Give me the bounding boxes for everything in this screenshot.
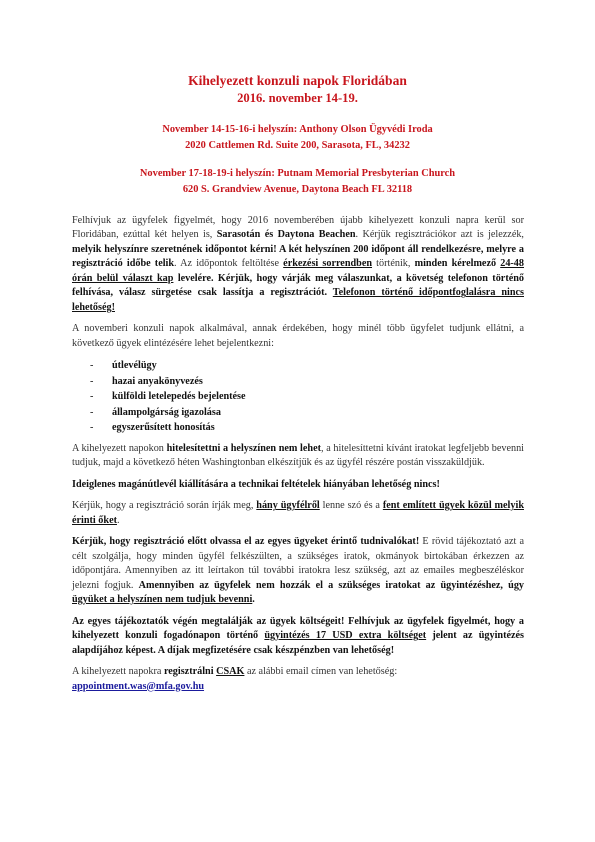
text: . [116, 514, 120, 526]
text-bold: hitelesítettni a helyszínen nem lehet [166, 442, 321, 454]
text: az alábbi email címen van lehetőség: [244, 666, 398, 678]
text-bold-underline: érkezési sorrendben [283, 258, 373, 270]
text: Felhívjuk az ügyfelek figyelmét, hogy 2016 novemberében újabb kihelyezett konzuli napra kerül sor Floridában, ezúttal két helyen is, [72, 215, 524, 241]
text-bold-underline: ügyüket a helyszínen nem tudjuk bevenni [72, 594, 253, 606]
text-bold-underline: fent említett ügyek közül melyik érinti őket [72, 500, 524, 526]
costs-paragraph [72, 615, 524, 658]
list-item: - állampolgárság igazolása [90, 405, 524, 421]
read-info-paragraph [72, 535, 524, 607]
text-bold: Az egyes tájékoztatók végén megtalálják az ügyek költségeit! Felhívjuk az ügyfelek figyelmét, hogy a kihelyezett konzuli fogadónapon történő [72, 615, 524, 642]
list-item: - külföldi letelepedés bejelentése [90, 389, 524, 405]
text-bold: . [252, 594, 255, 606]
page-title-block [0, 72, 595, 107]
text: . Az időpontok feltöltése [174, 258, 284, 270]
document-body [72, 214, 524, 701]
text: , a hitelesíttetni kívánt iratokat legfeljebb bevenni tudjuk, majd a következő héten Washingtonban elkészítjük és az ügyfél részére postán visszaküldjük. [72, 442, 524, 469]
text-bold: Amennyiben az ügyfelek nem hozzák el a szükséges iratokat az ügyintézéshez, úgy [138, 579, 525, 591]
email-registration-paragraph [72, 665, 524, 694]
services-list [72, 358, 524, 436]
passport-notice: Ideiglenes magánútlevél kiállítására a technikai feltételek hiányában lehetőség nincs! [72, 478, 440, 490]
text: E rövid tájékoztató azt a célt szolgálja, hogy minden ügyfél felkészülten, a szükséges iratok, okmányok birtokában érkezzen az időpontjára. Amennyiben az itt leírtakon túl további iratokra lesz szükség, azt az emailes megbeszéléskor jelezni fogjuk. [72, 536, 525, 591]
text-bold: minden kérelmező [414, 258, 501, 270]
list-item: - útlevélügy [90, 358, 524, 374]
text-bold-underline: hány ügyfélről [256, 500, 320, 512]
location-sarasota-address: 2020 Cattlemen Rd. Suite 200, Sarasota, FL, 34232 [185, 139, 410, 151]
event-dates: 2016. november 14-19. [237, 91, 358, 105]
services-intro: A novemberi konzuli napok alkalmával, annak érdekében, hogy minél több ügyfelet tudjunk ellátni, a következő ügyek elintézésére lehet bejelentkezni: [72, 323, 524, 349]
text: A kihelyezett napokra [72, 666, 164, 678]
text-bold-underline: Telefonon történő időpontfoglalásra nincs lehetőség! [72, 287, 524, 313]
text-bold: regisztrálni [163, 666, 217, 678]
page-title: Kihelyezett konzuli napok Floridában [188, 73, 407, 88]
text-bold-underline: 24-48 órán belül választ kap [72, 258, 524, 284]
email-link[interactable]: appointment.was@mfa.gov.hu [72, 680, 205, 692]
text-bold: Sarasotán és Daytona Beachen [216, 229, 356, 241]
client-count-paragraph [72, 499, 524, 528]
location-sarasota [0, 122, 595, 153]
list-item: - hazai anyakönyvezés [90, 374, 524, 390]
text: A kihelyezett napokon [72, 442, 167, 454]
text: lenne szó és a [319, 500, 383, 512]
list-item: - egyszerűsített honosítás [90, 420, 524, 436]
text: . Kérjük regisztrációkor azt is jelezzék, [355, 229, 524, 241]
text: Kérjük, hogy a regisztráció során írják meg, [72, 500, 257, 512]
text-bold-underline: CSAK [216, 666, 245, 678]
text-bold: levelére. Kérjük, hogy várják meg válaszunkat, a követség telefonon történő felhívása, válasz sürgetése csak lassítja a regisztrációt. [72, 272, 524, 299]
location-daytona [0, 166, 595, 197]
text-bold: Kérjük, hogy regisztráció előtt olvassa el az egyes ügyeket érintő tudnivalókat! [72, 536, 420, 548]
location-daytona-address: 620 S. Grandview Avenue, Daytona Beach FL 32118 [182, 183, 413, 195]
authentication-paragraph [72, 442, 524, 471]
registration-paragraph [72, 214, 524, 315]
text: történik, [372, 258, 415, 270]
text-bold-underline: ügyintézés 17 USD extra költséget [264, 630, 427, 642]
text-bold: jelent az ügyintézés alapdíjához képest. A díjak megfizetésére csak készpénzben van lehetőség! [72, 630, 524, 656]
location-sarasota-heading: November 14-15-16-i helyszín: Anthony Olson Ügyvédi Iroda [162, 124, 433, 135]
text-bold: melyik helyszínre szeretnének időpontot kérni! A két helyszínen 200 időpont áll rendelkezésre, melyre a regisztráció időbe telik [72, 243, 524, 270]
location-daytona-heading: November 17-18-19-i helyszín: Putnam Memorial Presbyterian Church [139, 168, 456, 179]
